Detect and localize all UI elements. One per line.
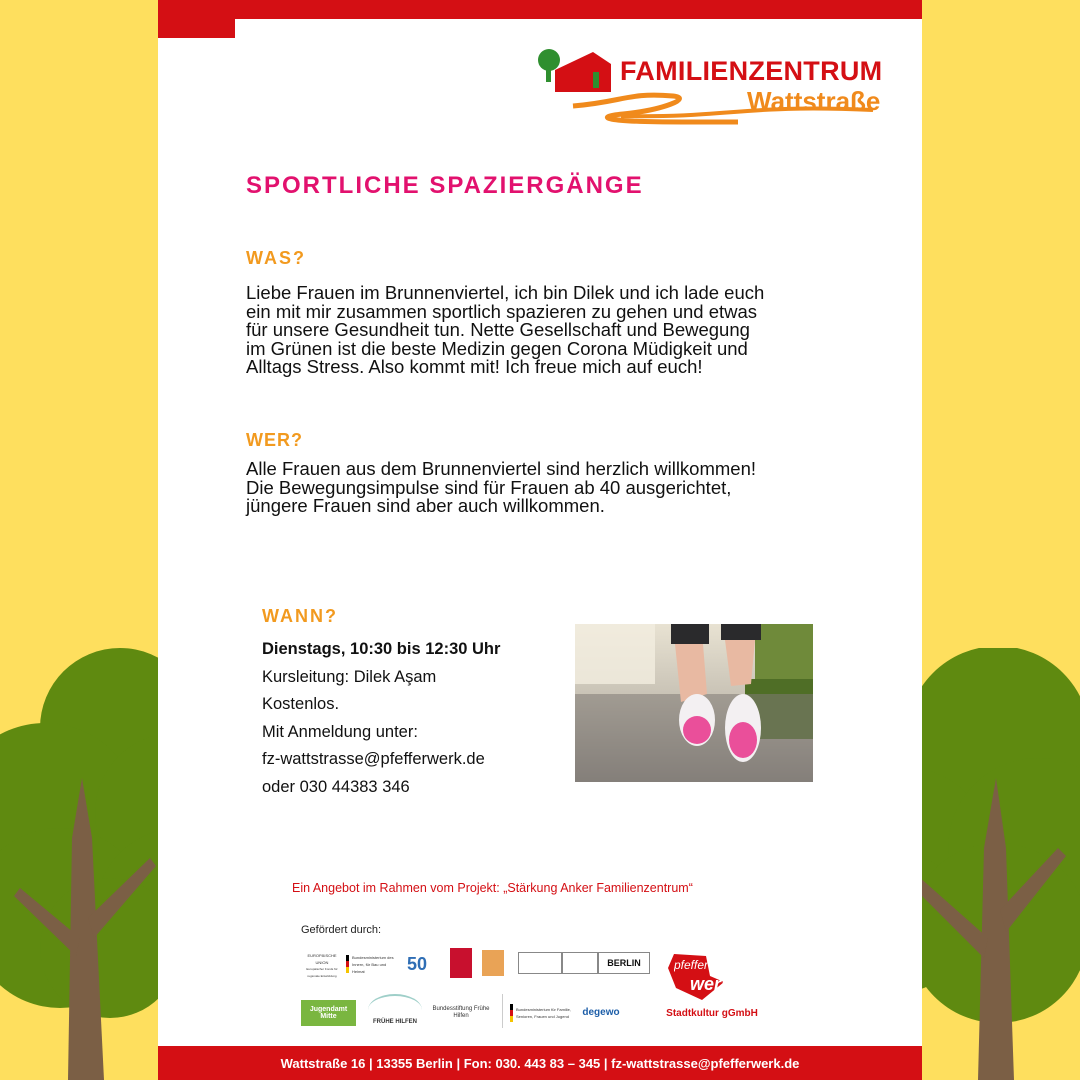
bundesstiftung-logo: Bundesstiftung Frühe Hilfen (432, 1006, 490, 1019)
bmfsfj-logo (510, 1000, 572, 1026)
who-heading: WER? (246, 430, 303, 450)
bmi-logo (346, 950, 394, 978)
when-details (262, 636, 562, 801)
quartier-icon (482, 950, 504, 976)
funded-by-label: Gefördert durch: (301, 924, 382, 936)
eu-label: EUROPÄISCHE UNION (307, 953, 337, 965)
pfefferwerk-bottom: werk (690, 974, 732, 994)
what-line: ein mit mir zusammen sportlich spazieren zu gehen und etwas (246, 300, 758, 322)
registration-email-link[interactable]: fz-wattstrasse@pfefferwerk.de (262, 750, 485, 768)
what-line: für unsere Gesundheit tun. Nette Gesellschaft und Bewegung (246, 319, 750, 340)
price-info: Kostenlos. (262, 695, 340, 713)
project-note: Ein Angebot im Rahmen vom Projekt: „Stärkung Anker Familienzentrum“ (292, 881, 693, 895)
flyer-sheet (158, 0, 922, 1080)
bmfsfj-label: Bundesministerium für Familie, Senioren, Frauen und Jugend (516, 1007, 571, 1019)
who-line: jüngere Frauen sind aber auch willkommen. (246, 495, 605, 516)
german-flag-icon (346, 955, 349, 973)
german-flag-icon (510, 1004, 513, 1022)
top-red-tab (158, 19, 235, 38)
senate-dept-logo (562, 952, 598, 974)
fruehe-hilfen-logo: FRÜHE HILFEN (368, 994, 422, 1026)
page-title: SPORTLICHE SPAZIERGÄNGE (246, 172, 644, 199)
what-heading: WAS? (246, 248, 306, 268)
what-text (246, 284, 764, 377)
registration-phone: oder 030 44383 346 (262, 777, 410, 796)
pfefferwerk-org: Stadtkultur gGmbH (666, 1007, 758, 1019)
jugendamt-logo: Jugendamt Mitte (301, 1000, 356, 1026)
walking-feet-photo (575, 624, 813, 782)
eu-sub-label: Europäischer Fonds für regionale Entwicklung (306, 967, 338, 978)
course-lead: Kursleitung: Dilek Aşam (262, 667, 437, 686)
logo-title: FAMILIENZENTRUM (620, 56, 883, 86)
footer-contact: Wattstraße 16 | 13355 Berlin | Fon: 030. 443 83 – 345 | fz-wattstrasse@pfefferwerk.de (158, 1046, 922, 1080)
when-time: Dienstags, 10:30 bis 12:30 Uhr (262, 640, 501, 658)
degewo-logo: degewo (582, 1006, 620, 1018)
familienzentrum-logo (533, 44, 913, 129)
senate-logo (518, 952, 562, 974)
berlin-logo: BERLIN (598, 952, 650, 974)
bmi-label: Bundesministerium des Innern, für Bau und Heimat (352, 954, 394, 974)
what-line: Alltags Stress. Also kommt mit! Ich freue mich auf euch! (246, 356, 703, 377)
what-line: Liebe Frauen im Brunnenviertel, ich bin Dilek und ich lade euch (246, 282, 765, 303)
top-red-bar (158, 0, 922, 19)
pfefferwerk-top: pfeffer (674, 958, 709, 972)
eu-logo (302, 950, 342, 980)
fifty-years-logo: 50 (406, 953, 428, 974)
sponsor-divider (502, 994, 503, 1028)
logo-subtitle: Wattstraße (747, 86, 881, 116)
when-heading: WANN? (262, 606, 338, 626)
mitte-crest-icon (450, 948, 472, 978)
who-text (246, 460, 756, 516)
who-line: Alle Frauen aus dem Brunnenviertel sind herzlich willkommen! (246, 458, 757, 479)
who-line: Die Bewegungsimpulse sind für Frauen ab 40 ausgerichtet, (246, 476, 732, 498)
registration-label: Mit Anmeldung unter: (262, 722, 418, 741)
what-line: im Grünen ist die beste Medizin gegen Corona Müdigkeit und (246, 337, 748, 359)
